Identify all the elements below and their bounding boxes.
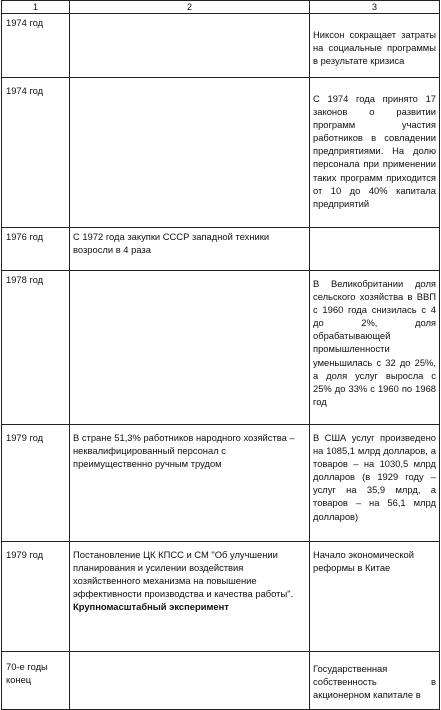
table-row	[2, 542, 440, 652]
table-row	[2, 78, 440, 228]
header-col-3: 3	[310, 1, 440, 14]
row-col3: Начало экономической реформы в Китае	[310, 542, 440, 652]
row-col3: В США услуг произведено на 1085,1 млрд долларов, а товаров – на 1030,5 млрд долларов (в 1929 году – услуг на 35,9 млрд, а товаров – на 56,1 млрд долларов)	[310, 425, 440, 542]
row-col2	[70, 14, 310, 78]
table-row	[2, 425, 440, 542]
row-year: 1976 год	[2, 228, 70, 271]
table-header-row	[2, 1, 440, 14]
row-year: 1978 год	[2, 271, 70, 425]
row-col3	[310, 271, 440, 425]
table-row	[2, 228, 440, 271]
row-col2	[70, 542, 310, 652]
row-year: 1979 год	[2, 542, 70, 652]
header-col-2: 2	[70, 1, 310, 14]
row-col3	[310, 228, 440, 271]
row-col3: Никсон сокращает затраты на социальные программы в результате кризиса	[310, 14, 440, 78]
header-col-1: 1	[2, 1, 70, 14]
chronology-table	[1, 0, 440, 710]
row-year: 1974 год	[2, 78, 70, 228]
row-col2-text: Постановление ЦК КПСС и СМ "Об улучшении планирования и усилении воздействия хозяйственного механизма на повышение эффективности производства и качества работы".	[73, 549, 294, 600]
row-col2: С 1972 года закупки СССР западной техники возросли в 4 раза	[70, 228, 310, 271]
row-year: 1979 год	[2, 425, 70, 542]
row-year: 1974 год	[2, 14, 70, 78]
row-col3-text: В Великобритании доля сельского хозяйства в ВВП с 1960 года снизилась с 4 до 2%, доля обрабатывающей промышленности уменьшилась с 32 до 25%, а доля услуг выросла с 25% до 33% с 1960 по 1968 год	[313, 278, 436, 407]
row-col2	[70, 652, 310, 710]
row-col2	[70, 78, 310, 228]
row-col3: Государственная собственность в акционерном капитале в	[310, 652, 440, 710]
row-col3: С 1974 года принято 17 законов о развитии программ участия работников в совладении предприятиями. На долю персонала при применении таких программ приходится от 10 до 40% капитала предприятий	[310, 78, 440, 228]
row-col2-bold-text: Крупномасштабный эксперимент	[73, 601, 229, 613]
table-row	[2, 14, 440, 78]
row-col2	[70, 271, 310, 425]
row-col2: В стране 51,3% работников народного хозяйства – неквалифицированный персонал с преимущественно ручным трудом	[70, 425, 310, 542]
row-year: 70-е годы конец	[2, 652, 70, 710]
table-row	[2, 271, 440, 425]
table-row	[2, 652, 440, 710]
